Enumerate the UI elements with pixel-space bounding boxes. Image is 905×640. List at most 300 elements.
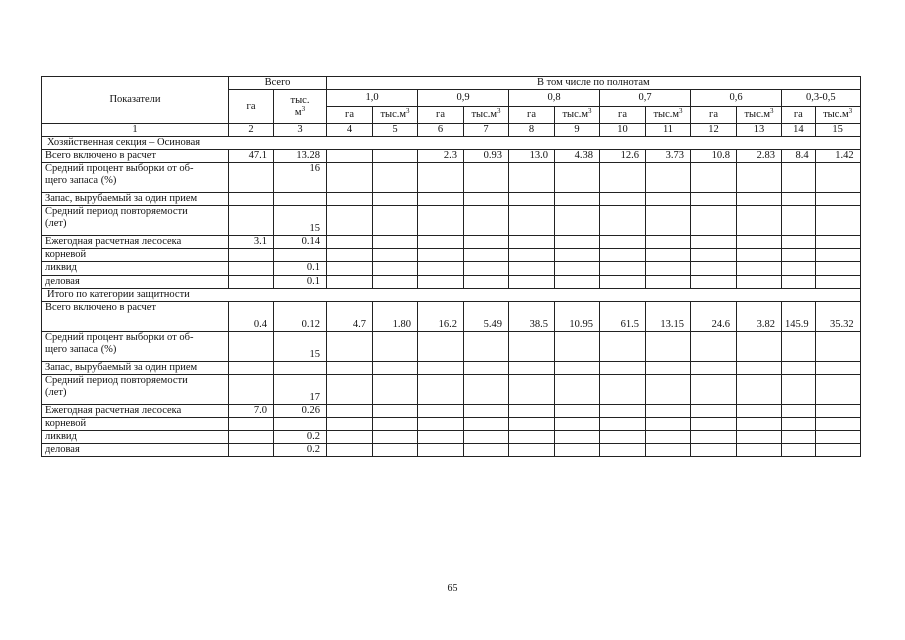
row-label-line: Средний процент выборки от об- (45, 163, 194, 175)
table-cell (555, 236, 600, 249)
table-cell (737, 404, 782, 417)
unit-base: тыс.м (653, 109, 680, 121)
table-row (42, 193, 861, 206)
table-cell (555, 193, 600, 206)
table-cell (229, 206, 274, 236)
table-cell: 13.0 (509, 150, 555, 163)
table-cell (327, 236, 373, 249)
unit-sup: 3 (497, 107, 501, 116)
section-row (42, 288, 861, 301)
table-cell (274, 193, 327, 206)
unit-sup: 3 (770, 107, 774, 116)
table-cell: 13.15 (646, 301, 691, 331)
table-row (42, 443, 861, 456)
table-cell (327, 150, 373, 163)
row-label (42, 193, 229, 206)
table-cell (815, 262, 860, 275)
table-cell (555, 275, 600, 288)
row-label (42, 361, 229, 374)
table-cell (418, 361, 464, 374)
table-cell (418, 236, 464, 249)
table-cell (737, 193, 782, 206)
table-cell: 17 (274, 374, 327, 404)
table-cell (373, 262, 418, 275)
table-cell (418, 249, 464, 262)
table-cell (327, 374, 373, 404)
column-number: 12 (691, 124, 737, 137)
table-cell (418, 417, 464, 430)
table-cell (555, 417, 600, 430)
table-cell (782, 163, 816, 193)
header-density-3: 0,8 (509, 90, 600, 107)
table-cell (691, 193, 737, 206)
table-cell (509, 163, 555, 193)
table-cell (373, 249, 418, 262)
table-cell (418, 163, 464, 193)
header-density-1: 1,0 (327, 90, 418, 107)
table-cell (600, 193, 646, 206)
table-cell (600, 443, 646, 456)
forest-stats-table (41, 76, 861, 457)
table-cell (373, 163, 418, 193)
table-cell (555, 262, 600, 275)
table-cell (815, 443, 860, 456)
table-cell (646, 374, 691, 404)
table-cell (815, 430, 860, 443)
table-cell (646, 163, 691, 193)
table-cell (327, 404, 373, 417)
header-total-thousand-m3 (274, 90, 327, 124)
section-title: Хозяйственная секция – Осиновая (42, 137, 861, 150)
table-cell (815, 331, 860, 361)
table-cell: 47.1 (229, 150, 274, 163)
header-by-density-group: В том числе по полнотам (327, 77, 861, 90)
table-cell (555, 249, 600, 262)
table-cell (229, 331, 274, 361)
unit-line1: тыс. (290, 94, 310, 106)
column-number: 10 (600, 124, 646, 137)
table-cell (555, 361, 600, 374)
table-cell (782, 236, 816, 249)
table-cell (646, 430, 691, 443)
row-label-line: деловая (45, 275, 80, 287)
table-row (42, 301, 861, 331)
table-cell (418, 374, 464, 404)
table-cell (691, 443, 737, 456)
unit-base: тыс.м (744, 109, 771, 121)
table-cell (782, 275, 816, 288)
table-cell: 145.9 (782, 301, 816, 331)
table-cell (815, 206, 860, 236)
table-cell (327, 249, 373, 262)
table-cell: 16 (274, 163, 327, 193)
column-number: 1 (42, 124, 229, 137)
unit-sup: 3 (406, 107, 410, 116)
table-cell (418, 443, 464, 456)
table-cell (274, 417, 327, 430)
table-cell: 5.49 (464, 301, 509, 331)
table-cell (691, 417, 737, 430)
table-cell (509, 417, 555, 430)
table-cell (782, 193, 816, 206)
unit-ha: га (418, 107, 464, 124)
table-cell (509, 404, 555, 417)
table-cell (600, 404, 646, 417)
table-row (42, 331, 861, 361)
row-label (42, 206, 229, 236)
table-cell (815, 404, 860, 417)
row-label-line: корневой (45, 249, 87, 261)
column-number: 3 (274, 124, 327, 137)
table-cell (373, 275, 418, 288)
row-label (42, 430, 229, 443)
unit-base: тыс.м (823, 109, 849, 121)
table-cell (464, 404, 509, 417)
table-cell (229, 275, 274, 288)
header-density-6: 0,3-0,5 (782, 90, 861, 107)
table-cell (274, 249, 327, 262)
row-label (42, 150, 229, 163)
table-cell (815, 163, 860, 193)
unit-sup: 3 (679, 107, 683, 116)
column-number: 8 (509, 124, 555, 137)
unit-ha: га (691, 107, 737, 124)
row-label-line: корневой (45, 417, 87, 429)
table-cell: 0.1 (274, 262, 327, 275)
table-cell (782, 374, 816, 404)
table-cell (464, 275, 509, 288)
table-cell (737, 262, 782, 275)
column-number: 7 (464, 124, 509, 137)
table-cell (509, 262, 555, 275)
table-cell (418, 430, 464, 443)
header-total-ha: га (229, 90, 274, 124)
table-cell (815, 374, 860, 404)
table-cell (464, 374, 509, 404)
table-cell: 3.82 (737, 301, 782, 331)
table-row (42, 361, 861, 374)
header-row-column-numbers (42, 124, 861, 137)
table-cell (782, 206, 816, 236)
table-row (42, 417, 861, 430)
table-cell (229, 374, 274, 404)
row-label-line: Средний процент выборки от об- (45, 331, 194, 343)
table-cell (555, 331, 600, 361)
row-label-line: щего запаса (%) (45, 343, 117, 355)
column-number: 13 (737, 124, 782, 137)
row-label-line: щего запаса (%) (45, 175, 117, 187)
row-label (42, 331, 229, 361)
column-number: 15 (815, 124, 860, 137)
table-cell (418, 331, 464, 361)
table-cell (418, 404, 464, 417)
table-cell (327, 430, 373, 443)
column-number: 4 (327, 124, 373, 137)
column-number: 9 (555, 124, 600, 137)
table-cell (229, 417, 274, 430)
table-cell (464, 249, 509, 262)
table-cell (737, 443, 782, 456)
table-cell: 3.73 (646, 150, 691, 163)
table-cell: 0.26 (274, 404, 327, 417)
table-cell (464, 193, 509, 206)
table-row (42, 236, 861, 249)
row-label (42, 262, 229, 275)
table-cell (555, 430, 600, 443)
table-row (42, 249, 861, 262)
row-label (42, 374, 229, 404)
table-cell (691, 275, 737, 288)
table-cell (327, 193, 373, 206)
table-cell (327, 331, 373, 361)
table-cell (691, 361, 737, 374)
table-cell: 0.2 (274, 430, 327, 443)
unit-ha: га (782, 107, 816, 124)
unit-line2: м (294, 106, 302, 118)
table-cell (815, 193, 860, 206)
table-cell (737, 236, 782, 249)
table-cell (646, 206, 691, 236)
table-cell: 61.5 (600, 301, 646, 331)
table-row (42, 275, 861, 288)
column-number: 5 (373, 124, 418, 137)
table-cell (782, 361, 816, 374)
table-cell (737, 430, 782, 443)
table-cell (229, 163, 274, 193)
table-cell (646, 262, 691, 275)
table-cell (327, 275, 373, 288)
row-label-line: Всего включено в расчет (45, 301, 157, 313)
table-cell (509, 249, 555, 262)
table-cell: 35.32 (815, 301, 860, 331)
table-cell (373, 374, 418, 404)
table-cell (418, 193, 464, 206)
table-cell (229, 443, 274, 456)
table-cell (509, 430, 555, 443)
unit-sup: 3 (848, 107, 853, 116)
table-cell (600, 206, 646, 236)
row-label (42, 301, 229, 331)
column-number: 11 (646, 124, 691, 137)
table-cell: 7.0 (229, 404, 274, 417)
table-cell (691, 206, 737, 236)
table-cell (464, 163, 509, 193)
row-label (42, 163, 229, 193)
table-cell: 16.2 (418, 301, 464, 331)
table-row (42, 404, 861, 417)
table-cell (646, 249, 691, 262)
table-cell (327, 163, 373, 193)
row-label-line: Средний период повторяемости (45, 374, 188, 386)
row-label (42, 236, 229, 249)
table-cell (509, 206, 555, 236)
table-cell (815, 249, 860, 262)
table-cell (646, 236, 691, 249)
table-cell (815, 361, 860, 374)
table-cell (327, 206, 373, 236)
table-cell (229, 249, 274, 262)
header-density-2: 0,9 (418, 90, 509, 107)
table-cell (464, 236, 509, 249)
unit-ha: га (600, 107, 646, 124)
row-label (42, 249, 229, 262)
table-cell (555, 374, 600, 404)
table-cell (600, 331, 646, 361)
header-density-5: 0,6 (691, 90, 782, 107)
unit-ha: га (327, 107, 373, 124)
page-number: 65 (447, 583, 458, 594)
table-cell (373, 331, 418, 361)
table-row (42, 430, 861, 443)
row-label-line: Ежегодная расчетная лесосека (45, 404, 182, 416)
table-cell: 1.42 (815, 150, 860, 163)
row-label-line: Всего включено в расчет (45, 150, 157, 162)
table-cell: 0.1 (274, 275, 327, 288)
table-cell (815, 417, 860, 430)
table-cell: 2.3 (418, 150, 464, 163)
table-cell (555, 404, 600, 417)
table-cell (782, 443, 816, 456)
row-label (42, 404, 229, 417)
table-cell (418, 275, 464, 288)
table-cell (327, 443, 373, 456)
table-cell (229, 193, 274, 206)
table-cell: 10.8 (691, 150, 737, 163)
table-cell (691, 404, 737, 417)
table-cell (327, 361, 373, 374)
table-cell (327, 262, 373, 275)
table-cell: 12.6 (600, 150, 646, 163)
table-cell (646, 404, 691, 417)
table-cell: 38.5 (509, 301, 555, 331)
header-indicators: Показатели (42, 77, 229, 124)
row-label-line: Ежегодная расчетная лесосека (45, 236, 182, 248)
unit-base: тыс.м (562, 109, 589, 121)
table-cell (782, 249, 816, 262)
table-cell (782, 262, 816, 275)
table-cell (509, 331, 555, 361)
unit-thousand-m3 (373, 107, 418, 124)
section-title: Итого по категории защитности (42, 288, 861, 301)
unit-thousand-m3 (464, 107, 509, 124)
row-label (42, 275, 229, 288)
table-cell: 0.12 (274, 301, 327, 331)
table-cell: 8.4 (782, 150, 816, 163)
row-label-line: ликвид (45, 430, 77, 442)
table-cell: 4.38 (555, 150, 600, 163)
table-cell (737, 417, 782, 430)
table-cell (600, 163, 646, 193)
table-cell (464, 430, 509, 443)
table-cell (229, 430, 274, 443)
table-cell (737, 275, 782, 288)
table-cell (600, 262, 646, 275)
header-row-groups (42, 77, 861, 90)
table-cell (373, 417, 418, 430)
table-cell (646, 417, 691, 430)
table-cell (737, 249, 782, 262)
table-cell (600, 361, 646, 374)
table-cell (229, 262, 274, 275)
unit-base: тыс.м (471, 109, 498, 121)
table-cell (646, 361, 691, 374)
row-label-line: ликвид (45, 262, 77, 274)
row-label (42, 443, 229, 456)
table-cell (509, 236, 555, 249)
table-cell (373, 206, 418, 236)
header-total-group: Всего (229, 77, 327, 90)
table-cell: 0.4 (229, 301, 274, 331)
table-cell (464, 206, 509, 236)
column-number: 14 (782, 124, 816, 137)
table-cell (373, 404, 418, 417)
table-body (42, 77, 861, 457)
table-cell: 15 (274, 331, 327, 361)
table-cell: 15 (274, 206, 327, 236)
document-sheet (41, 76, 861, 457)
table-cell (229, 361, 274, 374)
table-row (42, 374, 861, 404)
table-cell (327, 417, 373, 430)
table-cell: 3.1 (229, 236, 274, 249)
table-cell (464, 417, 509, 430)
table-cell (600, 374, 646, 404)
table-cell (555, 206, 600, 236)
row-label (42, 417, 229, 430)
unit-thousand-m3 (815, 107, 860, 124)
table-row (42, 163, 861, 193)
unit-thousand-m3 (646, 107, 691, 124)
table-cell (782, 417, 816, 430)
row-label-line: деловая (45, 443, 80, 455)
table-cell (464, 361, 509, 374)
table-cell (555, 163, 600, 193)
table-cell (600, 236, 646, 249)
table-cell (691, 262, 737, 275)
section-row (42, 137, 861, 150)
table-cell: 4.7 (327, 301, 373, 331)
header-density-4: 0,7 (600, 90, 691, 107)
table-row (42, 206, 861, 236)
table-cell (737, 374, 782, 404)
table-cell (274, 361, 327, 374)
table-cell: 13.28 (274, 150, 327, 163)
table-cell (418, 262, 464, 275)
table-cell (646, 193, 691, 206)
table-cell (373, 150, 418, 163)
table-cell (373, 430, 418, 443)
table-cell (600, 275, 646, 288)
table-cell (815, 236, 860, 249)
table-cell (509, 443, 555, 456)
table-cell (691, 430, 737, 443)
table-cell (646, 331, 691, 361)
table-cell (691, 236, 737, 249)
table-cell (646, 275, 691, 288)
table-cell: 2.83 (737, 150, 782, 163)
table-cell (600, 430, 646, 443)
row-label-line: Запас, вырубаемый за один прием (45, 193, 198, 205)
table-cell: 0.93 (464, 150, 509, 163)
table-cell: 24.6 (691, 301, 737, 331)
table-cell: 1.80 (373, 301, 418, 331)
table-cell (782, 404, 816, 417)
table-cell (600, 249, 646, 262)
table-cell (509, 374, 555, 404)
table-cell (373, 193, 418, 206)
table-cell (691, 331, 737, 361)
unit-sup: 3 (301, 104, 306, 113)
